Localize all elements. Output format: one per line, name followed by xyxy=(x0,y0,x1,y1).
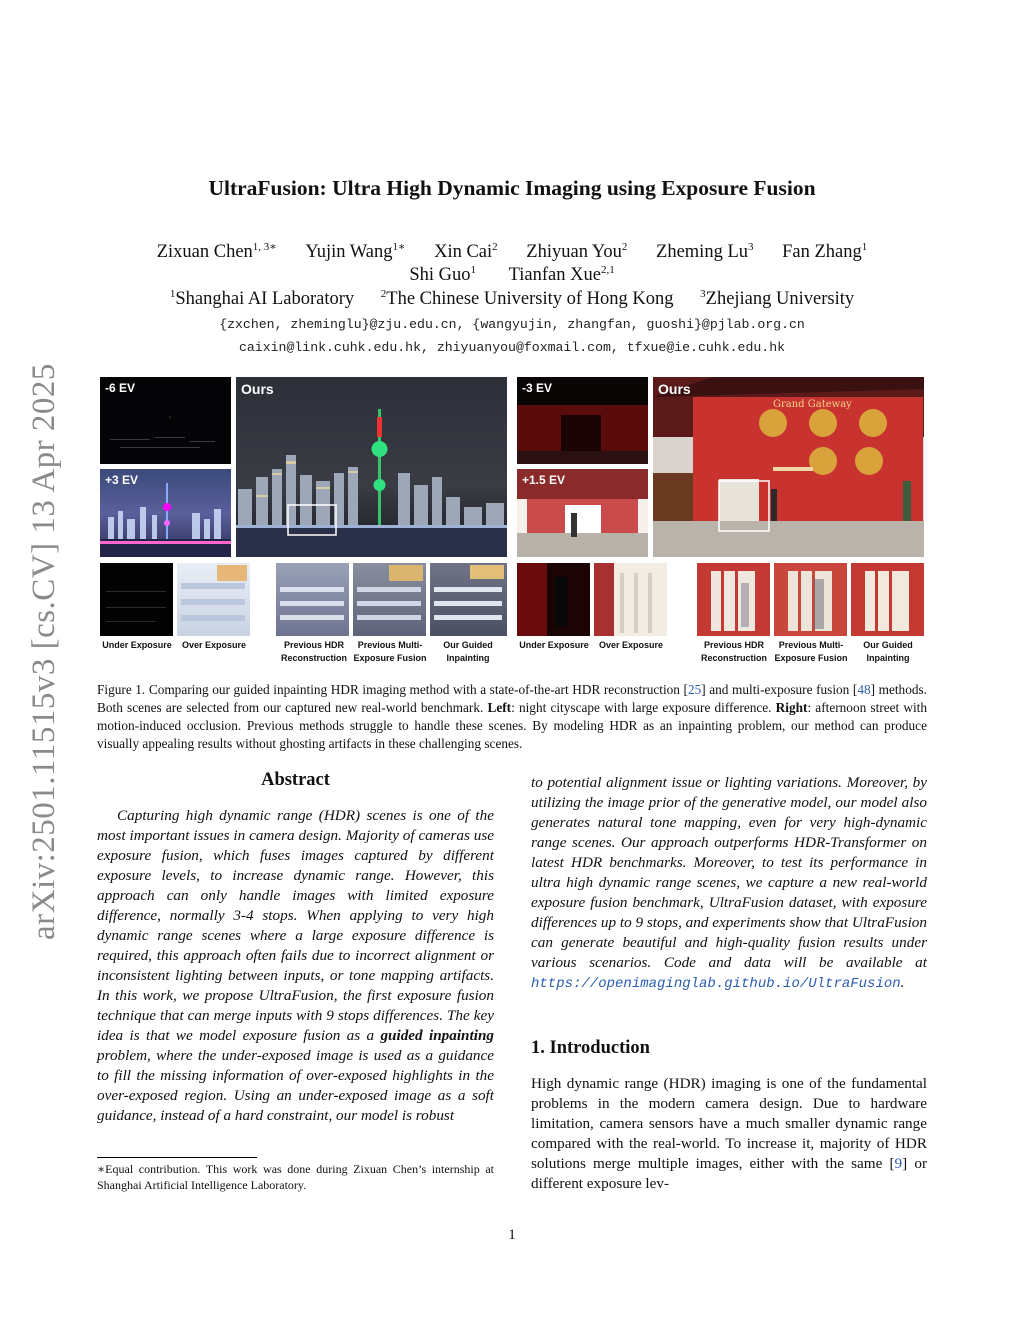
crop-caption: Our Guided Inpainting xyxy=(863,640,913,663)
photo-left-plus-ev xyxy=(100,469,231,557)
crop-left-ours xyxy=(430,563,507,636)
authors-row-1 xyxy=(0,240,1024,263)
citation-link[interactable]: 25 xyxy=(687,682,702,697)
affiliation: $^3$Zhejiang University xyxy=(700,288,855,310)
ev-label: +3 EV xyxy=(105,473,139,487)
crop-caption: Previous HDR Reconstruction xyxy=(700,640,767,663)
crop-left-prev-mef xyxy=(353,563,426,636)
crop-left-under xyxy=(100,563,173,636)
crop-caption: Previous Multi-Exposure Fusion xyxy=(774,640,848,663)
section-heading-introduction: 1. Introduction xyxy=(531,1038,650,1058)
footnote: ∗Equal contribution. This work was done during Zixuan Chen’s internship at Shanghai Artificial Intelligence Laboratory. xyxy=(97,1162,494,1192)
crop-caption: Under Exposure xyxy=(102,640,172,650)
crop-right-ours xyxy=(851,563,924,636)
crop-caption: Over Exposure xyxy=(181,640,247,650)
ours-label: Ours xyxy=(658,381,691,397)
author: Tianfan Xue$^{2,1}$ xyxy=(508,264,615,286)
emails-line-1: {zxchen, zheminglu}@zju.edu.cn, {wangyujin, zhangfan, guoshi}@pjlab.org.cn xyxy=(219,317,805,332)
figure-caption: Figure 1. Comparing our guided inpainting HDR imaging method with a state-of-the-art HDR reconstruction [25] and multi-exposure fusion [48] methods. Both scenes are selected from our captured new real-world benchmark. Left: night cityscape with large exposure difference. Right: afternoon street with motion-induced occlusion. Previous methods struggle to handle these scenes. By modeling HDR as an inpainting problem, our method can produce visually appealing results without ghosting artifacts in these challenging scenes. xyxy=(97,682,928,751)
crop-caption: Under Exposure xyxy=(519,640,589,650)
sign-text: Grand Gateway xyxy=(773,399,852,410)
crop-right-over xyxy=(594,563,667,636)
author: Zhiyuan You$^2$ xyxy=(526,241,628,263)
project-url-link[interactable]: https://openimaginglab.github.io/UltraFusion xyxy=(531,976,901,992)
abstract-continued: to potential alignment issue or lighting variations. Moreover, by utilizing the image prior of the generative model, our model also generates natural tone mapping, even for very high-dynamic range scenes. Our approach outperforms HDR-Transformer on latest HDR benchmarks. Moreover, to test its performance in ultra high dynamic range scenes, we capture a new real-world exposure fusion benchmark, UltraFusion dataset, with exposure differences up to 9 stops, and experiments show that UltraFusion can generate beautiful and high-quality fusion results under various scenarios. Code and data will be available at https://openimaginglab.github.io/UltraFusion. xyxy=(531,774,927,992)
ev-label: +1.5 EV xyxy=(522,473,566,487)
crop-right-prev-hdr xyxy=(697,563,770,636)
photo-left-ours xyxy=(236,377,507,557)
affiliations xyxy=(0,288,1024,310)
crop-caption: Over Exposure xyxy=(598,640,664,650)
crop-caption: Previous Multi-Exposure Fusion xyxy=(353,640,427,663)
abstract-text: Capturing high dynamic range (HDR) scenes is one of the most important issues in camera design. Majority of cameras use exposure fusion, which fuses images captured by different exposure levels, to increase dynamic range. However, this approach can only handle images with limited exposure difference, normally 3-4 stops. When applying to very high dynamic range scenes where a large exposure difference is required, this approach often fails due to incorrect alignment or inconsistent lighting between inputs, or tone mapping artifacts. In this work, we propose UltraFusion, the first exposure fusion technique that can merge inputs with 9 stops differences. The key idea is that we model exposure fusion as a guided inpainting problem, where the under-exposed image is used as a guidance to fill the missing information of over-exposed highlights in the over-exposed region. Using an under-exposed image as a soft guidance, instead of a hard constraint, our model is robust xyxy=(97,807,494,1124)
crop-right-under xyxy=(517,563,590,636)
crop-right-prev-mef xyxy=(774,563,847,636)
photo-left-minus-ev xyxy=(100,377,231,464)
affiliation: $^2$The Chinese University of Hong Kong xyxy=(380,288,674,310)
photo-right-ours xyxy=(653,377,924,557)
crop-caption: Previous HDR Reconstruction xyxy=(280,640,347,663)
abstract-heading: Abstract xyxy=(261,770,330,790)
crop-left-prev-hdr xyxy=(276,563,349,636)
introduction-text: High dynamic range (HDR) imaging is one of the fundamental problems in the modern camera design. Due to hardware limitation, camera sensors have a much smaller dynamic range compared with the real-world. To increase it, majority of HDR solutions merge multiple images, either with the same [9] or different exposure lev- xyxy=(531,1075,927,1192)
citation-link[interactable]: 9 xyxy=(894,1155,903,1172)
paper-title: UltraFusion: Ultra High Dynamic Imaging using Exposure Fusion xyxy=(208,176,816,200)
author: Fan Zhang$^1$ xyxy=(782,241,868,263)
author: Zheming Lu$^3$ xyxy=(656,241,754,263)
emails-line-2: caixin@link.cuhk.edu.hk, zhiyuanyou@foxmail.com, tfxue@ie.cuhk.edu.hk xyxy=(238,340,786,355)
photo-right-minus-ev xyxy=(517,377,648,464)
page-number: 1 xyxy=(508,1227,516,1243)
crop-left-over xyxy=(177,563,250,636)
ev-label: -3 EV xyxy=(522,381,553,395)
ours-label: Ours xyxy=(241,381,274,397)
author: Yujin Wang$^{1∗}$ xyxy=(305,241,406,263)
photo-right-plus-ev xyxy=(517,469,648,557)
crop-caption: Our Guided Inpainting xyxy=(443,640,493,663)
author: Zixuan Chen$^{1, 3∗}$ xyxy=(156,241,277,263)
footnote-rule xyxy=(97,1157,257,1158)
author: Shi Guo$^1$ xyxy=(409,264,476,286)
authors-row-2 xyxy=(0,264,1024,286)
affiliation: $^1$Shanghai AI Laboratory xyxy=(169,288,355,310)
author: Xin Cai$^2$ xyxy=(434,241,498,263)
ev-label: -6 EV xyxy=(105,381,136,395)
citation-link[interactable]: 48 xyxy=(857,682,871,697)
